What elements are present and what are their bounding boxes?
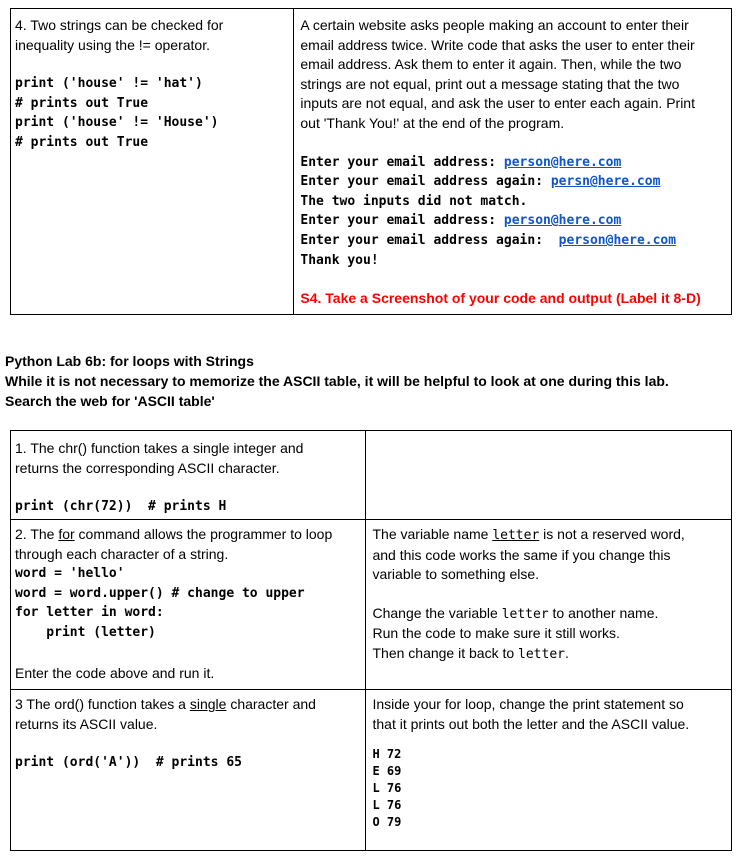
item-3-right-cell: [366, 690, 732, 851]
exercise-4-desc-line: 4. Two strings can be checked for: [15, 17, 224, 33]
email-link[interactable]: person@here.com: [558, 232, 677, 248]
item-2-footer: Enter the code above and run it.: [15, 664, 215, 681]
screenshot-instruction: S4. Take a Screenshot of your code and output (Label it 8-D): [300, 290, 701, 307]
item-1-right-cell: [366, 431, 732, 520]
lab-intro: Search the web for 'ASCII table': [5, 393, 215, 409]
task-text-line: strings are not equal, print out a message stating that the two: [300, 75, 680, 92]
for-keyword: for: [58, 526, 75, 542]
code-line: for letter in word:: [15, 605, 164, 621]
item-1-desc-line: returns the corresponding ASCII character.: [15, 459, 280, 476]
code-line: print (chr(72)) # prints H: [15, 499, 227, 515]
exercise-4-desc-line: inequality using the != operator.: [15, 36, 210, 53]
output-line: L 76: [372, 781, 402, 796]
exercise-4-right-cell: [294, 9, 732, 315]
code-line: print ('house' != 'hat'): [15, 76, 203, 92]
item-2-note-line: Then change it back to letter.: [372, 644, 569, 662]
item-2-note-line: and this code works the same if you change this: [372, 546, 671, 563]
code-line: word = word.upper() # change to upper: [15, 585, 305, 601]
item-2-desc-line: 2. The for command allows the programmer to loop: [15, 526, 333, 542]
variable-name: letter: [492, 528, 540, 543]
item-2-desc-line: through each character of a string.: [15, 545, 229, 562]
code-line: print ('house' != 'House'): [15, 115, 219, 131]
code-line: # prints out True: [15, 134, 149, 150]
item-2-note-line: The variable name letter is not a reserved word,: [372, 526, 685, 543]
item-2-note-line: Change the variable letter to another name.: [372, 604, 659, 622]
output-line: H 72: [372, 747, 402, 762]
item-2-right-cell: [366, 520, 732, 690]
task-text-line: inputs are not equal, and ask the user to enter each again. Print: [300, 95, 695, 112]
item-2-note-line: variable to something else.: [372, 566, 540, 583]
output-line: The two inputs did not match.: [300, 193, 528, 209]
item-1-left-cell: [11, 431, 366, 520]
output-line: E 69: [372, 764, 402, 779]
task-text-line: A certain website asks people making an account to enter their: [300, 17, 689, 33]
item-3-note-line: Inside your for loop, change the print statement so: [372, 696, 684, 712]
item-2-note-line: Run the code to make sure it still works.: [372, 625, 620, 642]
code-line: print (letter): [15, 624, 156, 640]
variable-name: letter: [501, 606, 549, 622]
output-line: Enter your email address: person@here.com: [300, 154, 622, 170]
item-2-left-cell: [11, 520, 366, 690]
lab-intro: While it is not necessary to memorize the ASCII table, it will be helpful to look at one during this lab.: [5, 373, 669, 389]
item-3-desc-line: returns its ASCII value.: [15, 715, 158, 732]
item-3-desc-line: 3 The ord() function takes a single character and: [15, 696, 316, 712]
output-line: Enter your email address again: person@here.com: [300, 232, 677, 248]
output-line: Thank you!: [300, 252, 379, 268]
variable-name: letter: [518, 646, 565, 662]
task-text-line: email address twice. Write code that asks the user to enter their: [300, 36, 695, 53]
task-text-line: email address. Ask them to enter it again. Then, while the two: [300, 56, 682, 73]
code-line: # prints out True: [15, 95, 149, 111]
lab-title: Python Lab 6b: for loops with Strings: [5, 353, 254, 369]
email-link[interactable]: person@here.com: [503, 154, 622, 170]
output-line: L 76: [372, 798, 402, 813]
exercise-4-left-cell: [11, 9, 294, 315]
item-1-desc-line: 1. The chr() function takes a single integer and: [15, 440, 304, 456]
task-text-line: out 'Thank You!' at the end of the program.: [300, 114, 565, 131]
code-line: print (ord('A')) # prints 65: [15, 755, 242, 771]
item-3-note-line: that it prints out both the letter and the ASCII value.: [372, 715, 690, 732]
output-line: Enter your email address again: persn@here.com: [300, 174, 661, 190]
output-line: Enter your email address: person@here.com: [300, 213, 622, 229]
email-link[interactable]: person@here.com: [503, 213, 622, 229]
output-line: O 79: [372, 815, 402, 830]
item-3-left-cell: [11, 690, 366, 851]
code-line: word = 'hello': [15, 566, 125, 582]
lab-table: [10, 430, 732, 851]
email-link[interactable]: persn@here.com: [550, 174, 661, 190]
exercise-table-4: [10, 8, 732, 315]
emphasis: single: [189, 696, 227, 712]
